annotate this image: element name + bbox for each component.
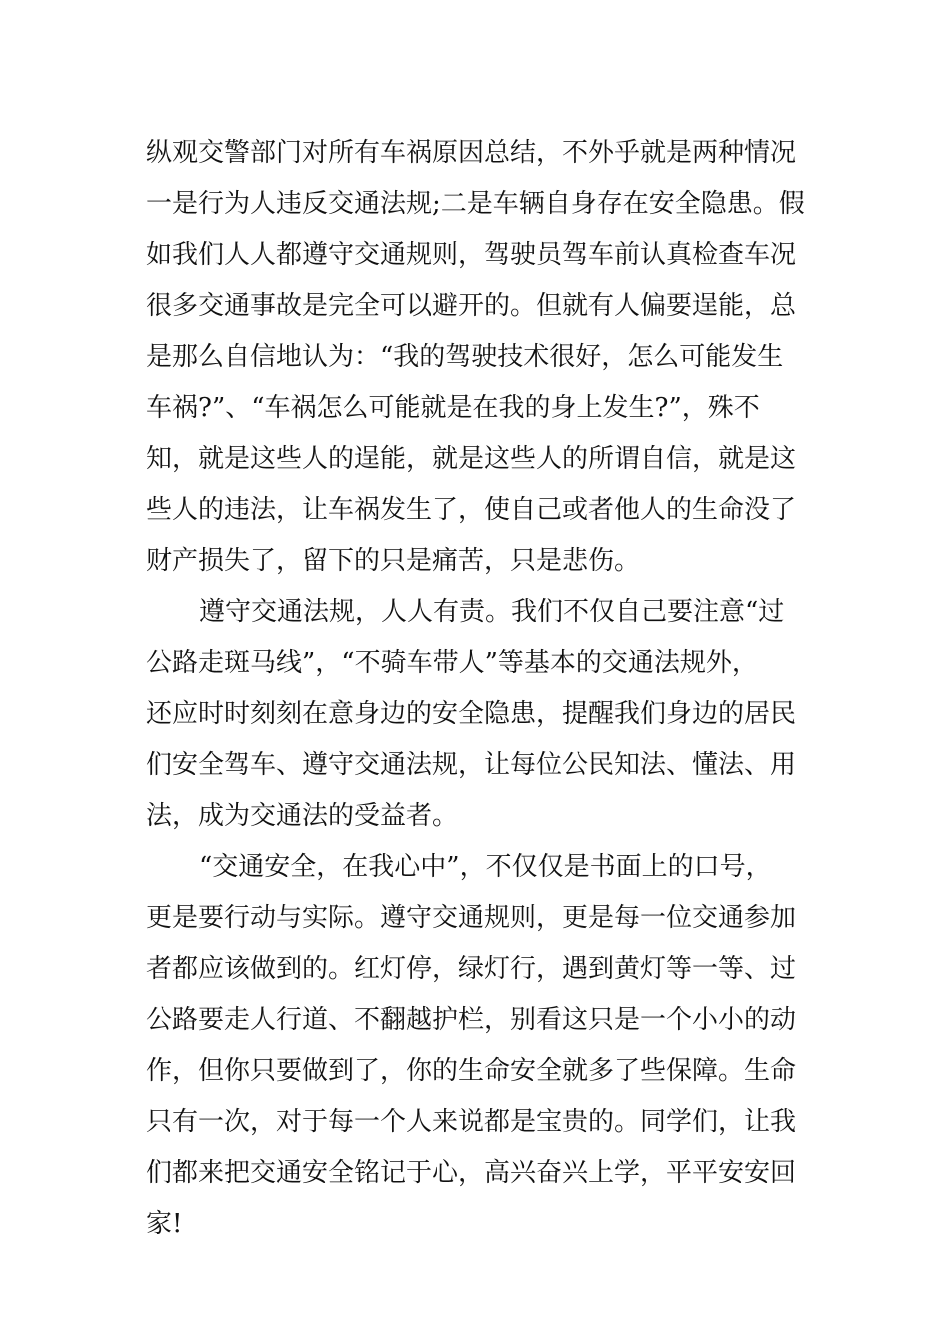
text-line: 们安全驾车、遵守交通法规，让每位公民知法、懂法、用 — [146, 750, 797, 780]
text-line: 法，成为交通法的受益者。 — [146, 801, 459, 831]
text-line: 如我们人人都遵守交通规则，驾驶员驾车前认真检查车况 — [146, 240, 797, 270]
text-line: 还应时时刻刻在意身边的安全隐患，提醒我们身边的居民 — [146, 699, 797, 729]
text-line: 车祸?”、“车祸怎么可能就是在我的身上发生?”，殊不 — [146, 393, 760, 423]
paragraph-start-line: 遵守交通法规，人人有责。我们不仅自己要注意“过 — [199, 597, 785, 627]
text-line: 些人的违法，让车祸发生了，使自己或者他人的生命没了 — [146, 495, 797, 525]
text-line: 作，但你只要做到了，你的生命安全就多了些保障。生命 — [146, 1056, 797, 1086]
text-line: 更是要行动与实际。遵守交通规则，更是每一位交通参加 — [146, 903, 797, 933]
text-line: 家! — [146, 1209, 183, 1239]
text-line: 者都应该做到的。红灯停，绿灯行，遇到黄灯等一等、过 — [146, 954, 797, 984]
text-line: 只有一次，对于每一个人来说都是宝贵的。同学们，让我 — [146, 1107, 797, 1137]
text-line: 财产损失了，留下的只是痛苦，只是悲伤。 — [146, 546, 641, 576]
text-line: 纵观交警部门对所有车祸原因总结，不外乎就是两种情况 — [146, 138, 797, 168]
text-line: 公路要走人行道、不翻越护栏，别看这只是一个小小的动 — [146, 1005, 797, 1035]
document-body — [146, 128, 811, 1250]
paragraph-start-line: “交通安全，在我心中”，不仅仅是书面上的口号， — [199, 852, 772, 882]
text-line: 很多交通事故是完全可以避开的。但就有人偏要逞能，总 — [146, 291, 797, 321]
text-line: 是那么自信地认为：“我的驾驶技术很好，怎么可能发生 — [146, 342, 784, 372]
text-line: 公路走斑马线”，“不骑车带人”等基本的交通法规外， — [146, 648, 758, 678]
text-line: 们都来把交通安全铭记于心，高兴奋兴上学，平平安安回 — [146, 1158, 797, 1188]
text-line: 知，就是这些人的逞能，就是这些人的所谓自信，就是这 — [146, 444, 797, 474]
text-line: 一是行为人违反交通法规;二是车辆自身存在安全隐患。假 — [146, 189, 805, 219]
